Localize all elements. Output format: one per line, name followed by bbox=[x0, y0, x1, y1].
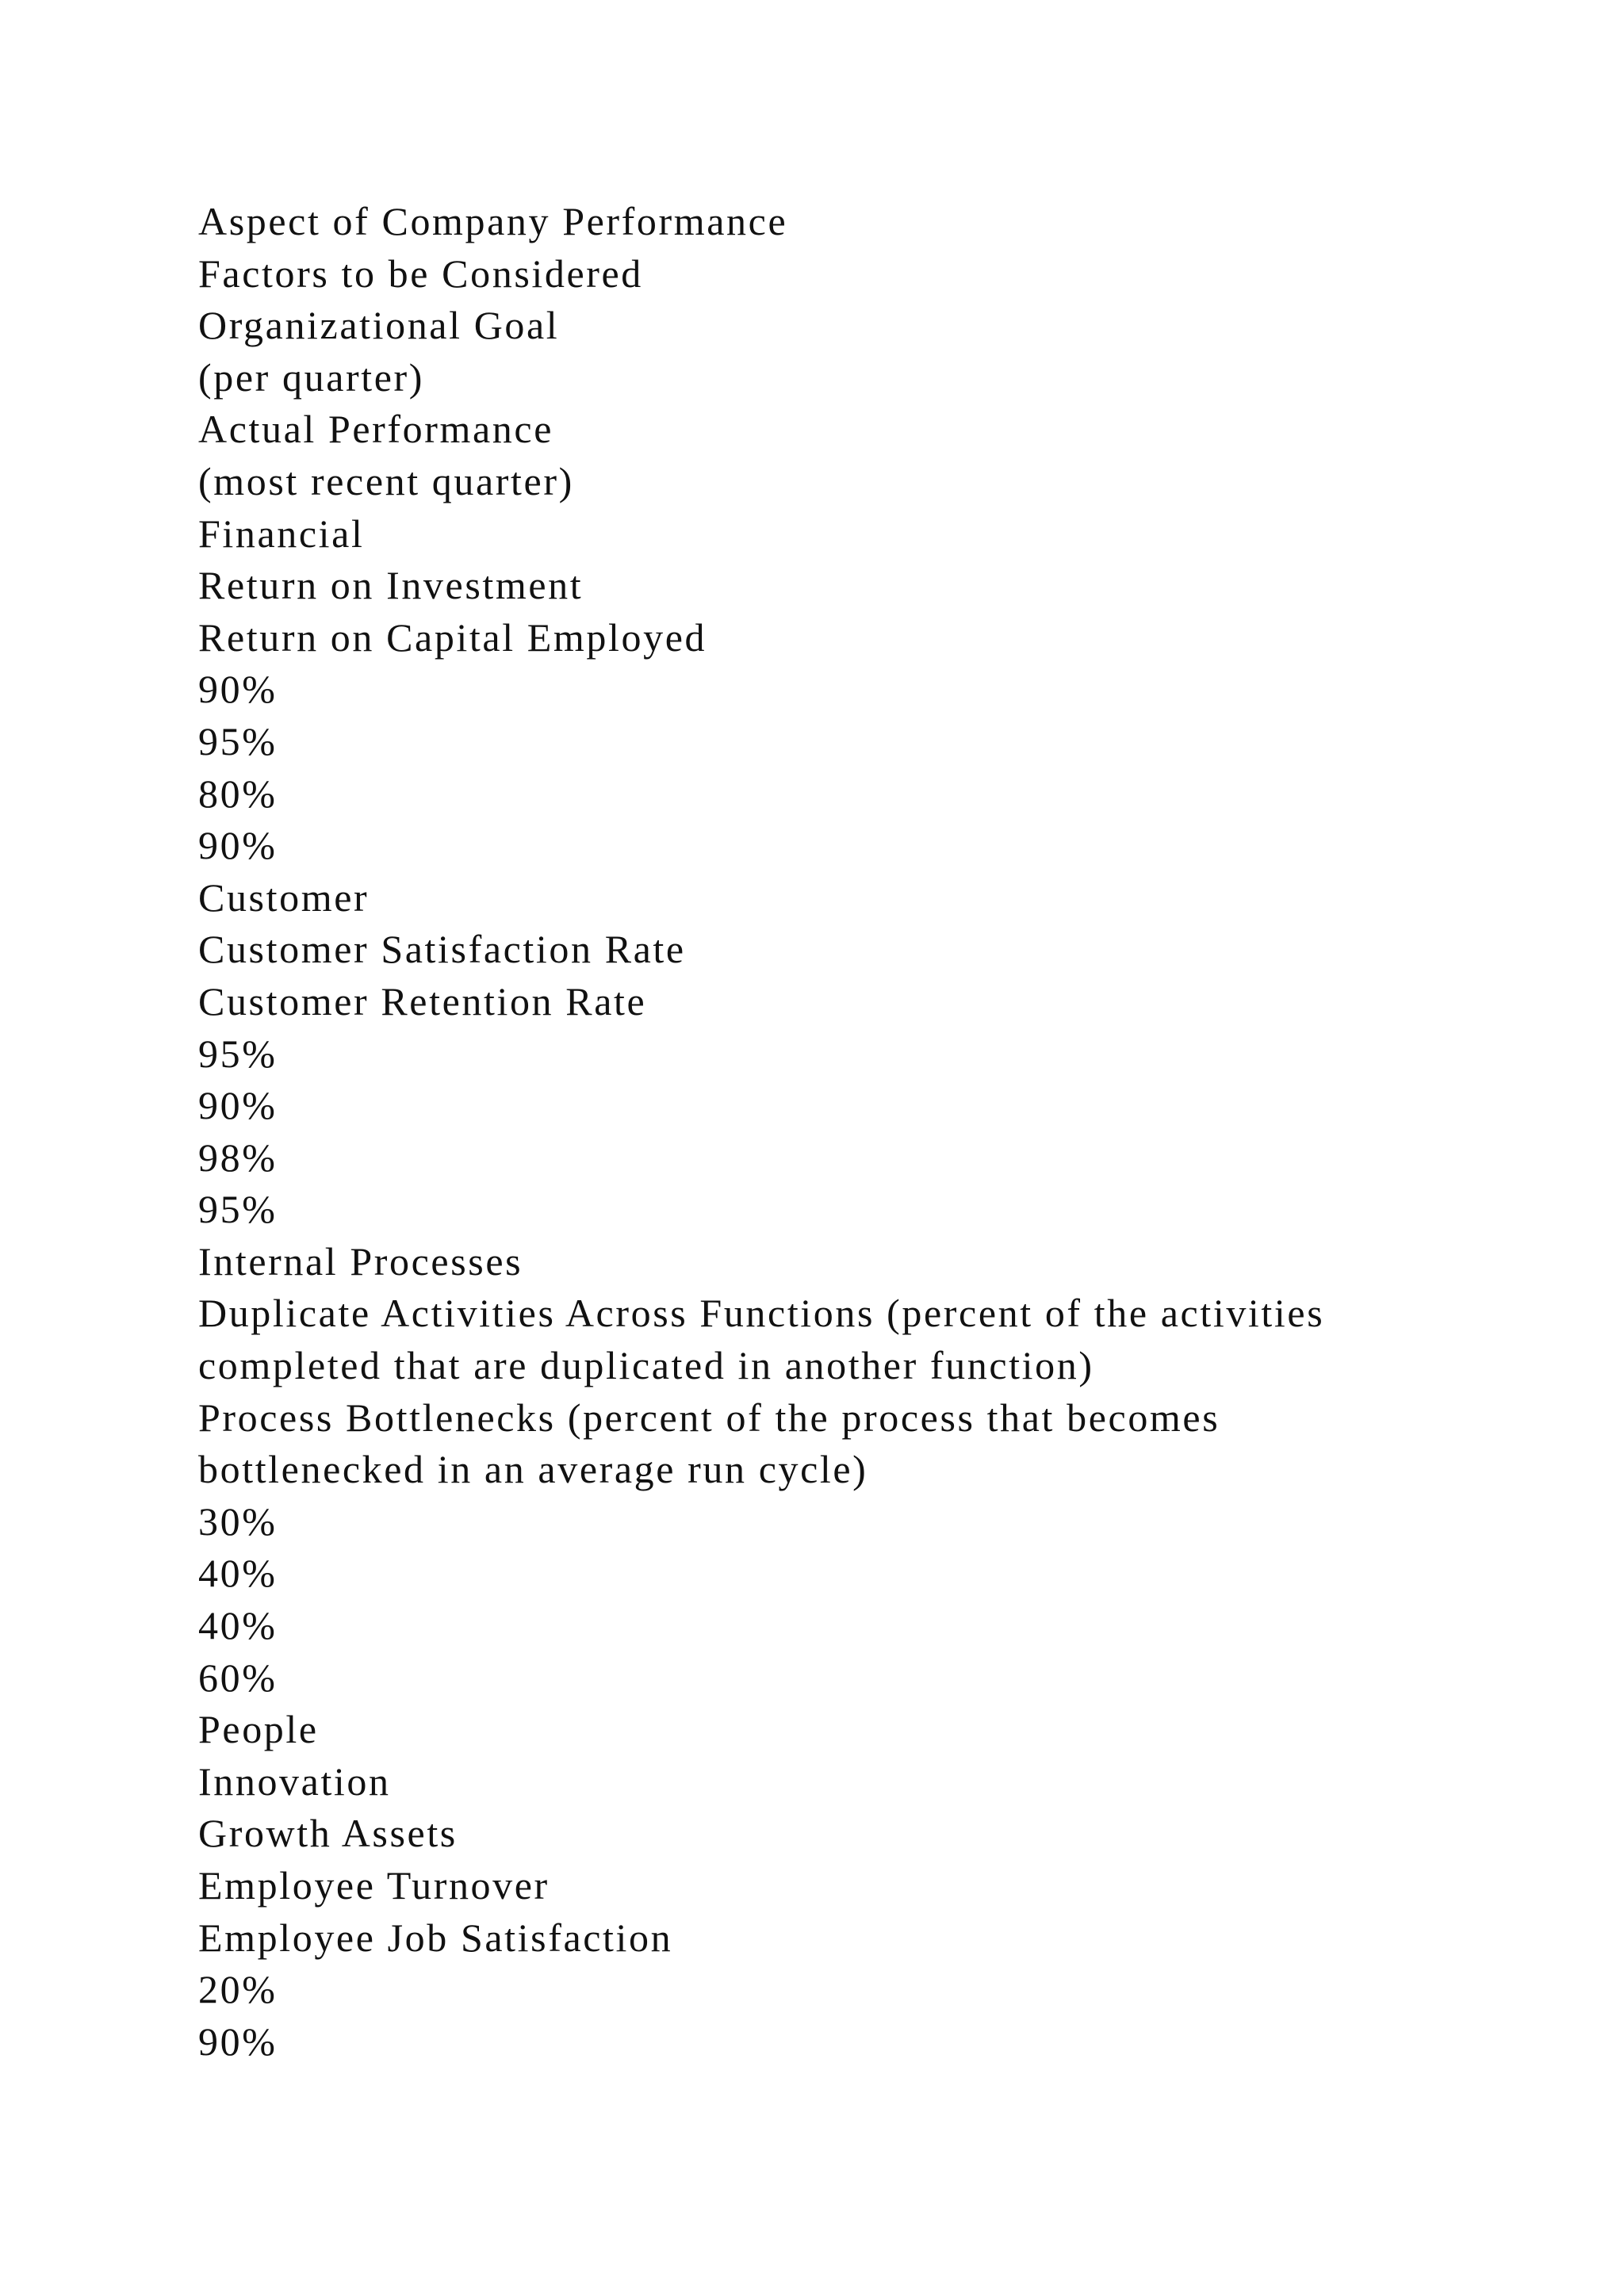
customer-value-4: 95% bbox=[198, 1187, 278, 1232]
aspect-financial: Financial bbox=[198, 511, 365, 556]
customer-value-3: 98% bbox=[198, 1135, 278, 1180]
heading-organizational-goal-period: (per quarter) bbox=[198, 354, 425, 400]
customer-value-2: 90% bbox=[198, 1083, 278, 1128]
factor-employee-job-satisfaction: Employee Job Satisfaction bbox=[198, 1915, 673, 1960]
people-value-2: 90% bbox=[198, 2019, 278, 2064]
aspect-people: People bbox=[198, 1707, 319, 1752]
factor-process-bottlenecks-line-1: Process Bottlenecks (percent of the process that becomes bbox=[198, 1395, 1220, 1440]
heading-organizational-goal: Organizational Goal bbox=[198, 303, 560, 348]
internal-processes-value-3: 40% bbox=[198, 1603, 278, 1648]
people-value-1: 20% bbox=[198, 1967, 278, 2012]
aspect-customer: Customer bbox=[198, 874, 370, 920]
aspect-internal-processes: Internal Processes bbox=[198, 1238, 523, 1284]
document-text-block bbox=[198, 196, 1546, 2068]
customer-value-1: 95% bbox=[198, 1031, 278, 1076]
factor-return-on-investment: Return on Investment bbox=[198, 563, 584, 608]
factor-duplicate-activities-line-1: Duplicate Activities Across Functions (percent of the activities bbox=[198, 1291, 1325, 1336]
aspect-growth-assets: Growth Assets bbox=[198, 1811, 458, 1856]
heading-aspect-of-company-performance: Aspect of Company Performance bbox=[198, 199, 788, 243]
financial-value-4: 90% bbox=[198, 823, 278, 868]
financial-value-2: 95% bbox=[198, 718, 278, 763]
heading-actual-performance: Actual Performance bbox=[198, 407, 553, 452]
factor-duplicate-activities-line-2: completed that are duplicated in another function) bbox=[198, 1343, 1094, 1388]
heading-factors-to-be-considered: Factors to be Considered bbox=[198, 251, 643, 296]
factor-customer-satisfaction-rate: Customer Satisfaction Rate bbox=[198, 927, 686, 972]
factor-return-on-capital-employed: Return on Capital Employed bbox=[198, 614, 707, 660]
internal-processes-value-2: 40% bbox=[198, 1551, 278, 1596]
heading-actual-performance-period: (most recent quarter) bbox=[198, 458, 574, 503]
internal-processes-value-4: 60% bbox=[198, 1655, 278, 1700]
financial-value-1: 90% bbox=[198, 667, 278, 712]
factor-employee-turnover: Employee Turnover bbox=[198, 1863, 550, 1908]
factor-process-bottlenecks-line-2: bottlenecked in an average run cycle) bbox=[198, 1447, 868, 1492]
financial-value-3: 80% bbox=[198, 771, 278, 816]
factor-customer-retention-rate: Customer Retention Rate bbox=[198, 978, 647, 1024]
aspect-innovation: Innovation bbox=[198, 1758, 391, 1804]
internal-processes-value-1: 30% bbox=[198, 1498, 278, 1544]
